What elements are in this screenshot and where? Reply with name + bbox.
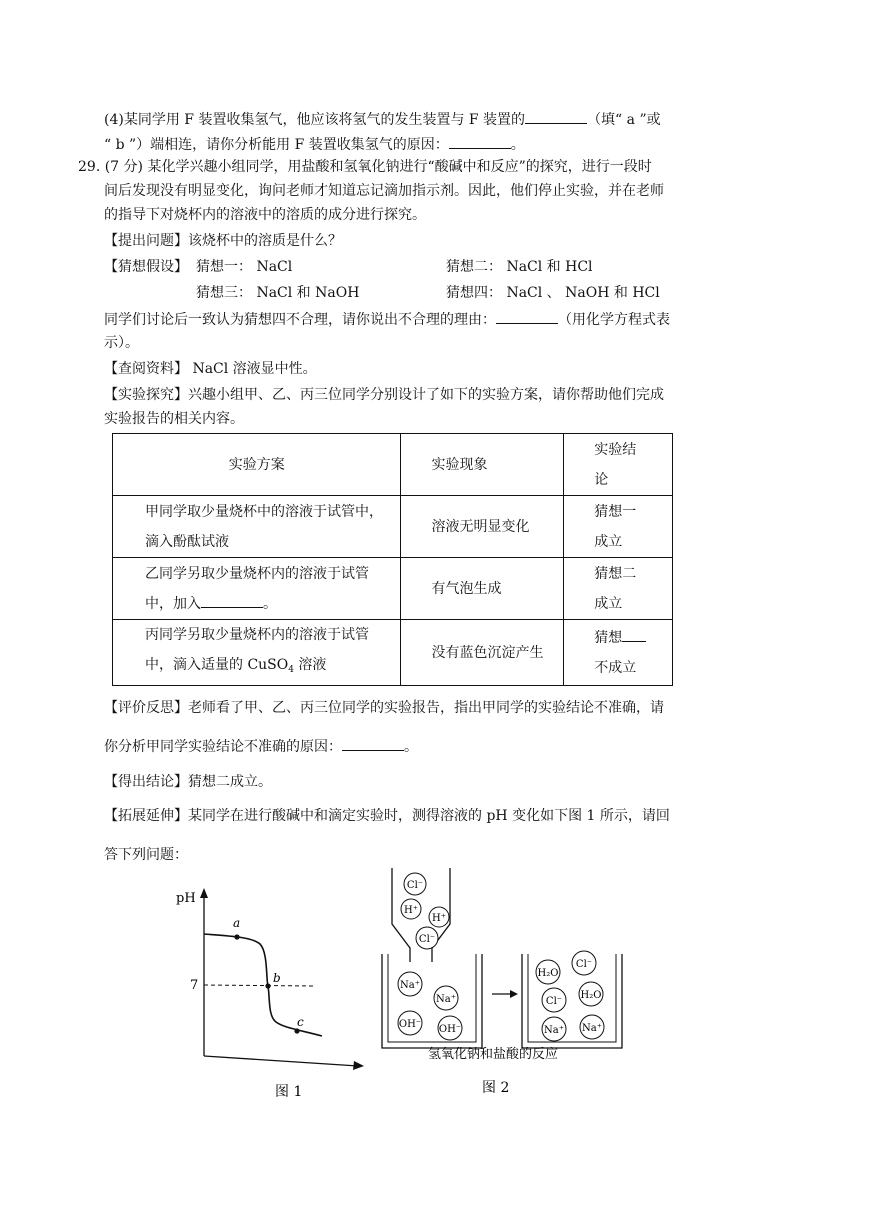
- q29-eval-line1: 【评价反思】老师看了甲、乙、丙三位同学的实验报告，指出甲同学的实验结论不准确，请: [104, 700, 664, 716]
- q29-reference: 【查阅资料】 NaCl 溶液显中性。: [104, 361, 317, 377]
- point-a: [234, 934, 239, 939]
- q29-explore-line2: 实验报告的相关内容。: [104, 411, 244, 427]
- q29-extension-line1: 【拓展延伸】某同学在进行酸碱中和滴定实验时，测得溶液的 pH 变化如下图 1 所示，请回: [104, 808, 670, 824]
- table-row: [113, 558, 673, 620]
- figure1-caption: 图 1: [275, 1084, 303, 1100]
- point-c: [294, 1028, 299, 1033]
- answer-blank[interactable]: [496, 309, 558, 324]
- tick-7-label: 7: [190, 978, 199, 993]
- cell-line: 猜想一: [594, 503, 637, 520]
- q29-intro-line3: 的指导下对烧杯内的溶液中的溶质的成分进行探究。: [104, 207, 426, 223]
- q28-text: 。: [510, 137, 525, 153]
- cell-text: 溶液: [293, 657, 327, 673]
- q28-text: “ b ”）端相连，请你分析能用 F 装置收集氢气的原因：: [104, 137, 449, 153]
- y-axis-label: pH: [176, 891, 196, 906]
- figure2-reaction-label: 氢氧化钠和盐酸的反应: [428, 1047, 559, 1062]
- q29-intro-line2: 间后发现没有明显变化，询问老师才知道忘记滴加指示剂。因此，他们停止实验，并在老师: [104, 183, 664, 199]
- cell-line: 猜想二: [594, 565, 637, 582]
- cell-line: 不成立: [594, 659, 637, 676]
- ph7-dashed-line: [204, 985, 314, 986]
- cell-text: 猜想: [594, 629, 623, 646]
- q29-discuss-line2: 示）。: [104, 335, 139, 351]
- q29-text: 你分析甲同学实验结论不准确的原因：: [104, 739, 342, 755]
- q29-text: 。: [404, 739, 418, 755]
- ion-label: OH⁻: [438, 1024, 462, 1035]
- subscript: 4: [288, 665, 294, 675]
- cell-line: [145, 650, 390, 685]
- q29-intro-line1: 29. (7 分) 某化学兴趣小组同学，用盐酸和氢氧化钠进行“酸碱中和反应”的探究，进行一段时: [78, 159, 652, 175]
- table-header-phenomenon: 实验现象: [401, 434, 564, 496]
- point-c-label: c: [297, 1015, 304, 1029]
- ion-label: Cl⁻: [545, 996, 563, 1007]
- q29-hyp2: 猜想二： NaCl 和 HCl: [446, 259, 593, 275]
- ion-label: Cl⁻: [575, 959, 593, 970]
- figure2-reaction-diagram: [370, 862, 640, 1102]
- answer-blank[interactable]: [622, 627, 646, 642]
- cell-line: 丙同学另取少量烧杯内的溶液于试管: [145, 627, 369, 643]
- ion-label: Na⁺: [582, 1023, 602, 1034]
- point-b-label: b: [273, 971, 281, 985]
- table-cell-conclusion: [564, 558, 673, 620]
- cell-text: 中，加入: [145, 595, 201, 612]
- q29-question: 【提出问题】该烧杯中的溶质是什么？: [104, 233, 342, 249]
- cell-line: [145, 589, 390, 619]
- point-b: [265, 983, 270, 988]
- cell-line: 成立: [594, 595, 623, 612]
- table-cell-conclusion: [564, 620, 673, 686]
- table-cell-plan: [113, 620, 401, 686]
- q29-text: （用化学方程式表: [558, 312, 670, 328]
- ion-label: Na⁺: [436, 994, 456, 1005]
- table-row: [113, 620, 673, 686]
- reaction-arrow-head: [510, 990, 518, 998]
- table-header-conclusion-l1: 实验结: [594, 441, 637, 458]
- y-axis-arrow: [200, 888, 208, 898]
- table-cell-conclusion: [564, 496, 673, 558]
- ion-label: H⁺: [404, 905, 418, 916]
- q29-extension-line2: 答下列问题：: [104, 847, 188, 863]
- experiment-table: [112, 433, 673, 686]
- ion-label: OH⁻: [398, 1019, 422, 1030]
- figure1-ph-graph: [160, 880, 380, 1105]
- table-header-row: [113, 434, 673, 496]
- q29-hyp-label: 【猜想假设】: [104, 259, 188, 275]
- q29-explore-line1: 【实验探究】兴趣小组甲、乙、丙三位同学分别设计了如下的实验方案，请你帮助他们完成: [104, 387, 664, 403]
- table-cell-plan: [113, 558, 401, 620]
- q28-text: (4)某同学用 F 装置收集氢气，他应该将氢气的发生装置与 F 装置的: [104, 112, 526, 128]
- ion-label: H⁺: [432, 913, 446, 924]
- cell-text: 中，滴入适量的 CuSO: [145, 657, 289, 673]
- figure2-caption: 图 2: [482, 1080, 510, 1096]
- ion-label: Cl⁻: [406, 880, 424, 891]
- q29-hyp3: 猜想三： NaCl 和 NaOH: [196, 285, 360, 301]
- answer-blank[interactable]: [342, 736, 404, 751]
- cell-line: 成立: [594, 533, 623, 550]
- ion-label: Na⁺: [400, 980, 420, 991]
- table-cell-phenomenon: 有气泡生成: [401, 558, 564, 620]
- q29-hyp1: 猜想一： NaCl: [196, 259, 293, 275]
- q28-part4-line1: [104, 109, 661, 130]
- q29-eval-line2: [104, 736, 418, 757]
- x-axis-arrow: [353, 1061, 364, 1070]
- q28-text: （填“ a ”或: [587, 112, 661, 128]
- beaker-left: [382, 954, 482, 1048]
- x-axis: [204, 1056, 358, 1066]
- table-header-plan: 实验方案: [113, 434, 401, 496]
- molecule-label: H₂O: [537, 968, 559, 979]
- answer-blank[interactable]: [449, 134, 511, 149]
- cell-line: 乙同学另取少量烧杯内的溶液于试管: [145, 565, 369, 582]
- ion-label: Na⁺: [544, 1025, 564, 1036]
- table-cell-phenomenon: 没有蓝色沉淀产生: [401, 620, 564, 686]
- answer-blank[interactable]: [525, 109, 587, 124]
- table-row: [113, 496, 673, 558]
- q29-discuss-line1: [104, 309, 670, 330]
- q29-conclusion: 【得出结论】猜想二成立。: [104, 774, 272, 790]
- answer-blank[interactable]: [201, 593, 263, 608]
- table-cell-phenomenon: 溶液无明显变化: [401, 496, 564, 558]
- table-cell-plan: [113, 496, 401, 558]
- cell-text: 。: [263, 595, 277, 612]
- cell-line: 滴入酚酞试液: [145, 533, 229, 550]
- table-header-conclusion: [564, 434, 673, 496]
- q29-text: 同学们讨论后一致认为猜想四不合理，请你说出不合理的理由：: [104, 312, 496, 328]
- cell-line: 甲同学取少量烧杯中的溶液于试管中，: [145, 503, 383, 520]
- molecule-label: H₂O: [580, 990, 602, 1001]
- q28-part4-line2: [104, 134, 525, 155]
- point-a-label: a: [233, 916, 241, 930]
- table-header-conclusion-l2: 论: [594, 471, 609, 488]
- cell-line: [594, 623, 662, 653]
- ion-label: Cl⁻: [418, 934, 436, 945]
- q29-hyp4: 猜想四： NaCl 、 NaOH 和 HCl: [446, 285, 660, 301]
